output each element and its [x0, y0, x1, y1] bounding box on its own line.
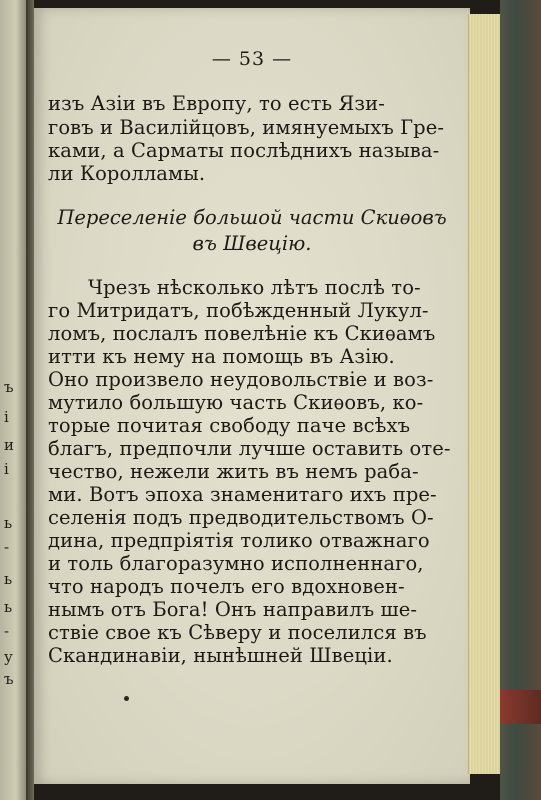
text-line: благъ, предпочли лучше оставить оте-	[48, 437, 451, 460]
text-line: Чрезъ нѣсколько лѣтъ послѣ то-	[88, 276, 421, 299]
left-page-fragment: ъ	[4, 670, 14, 688]
left-page-fragment: у	[4, 648, 13, 666]
text-line: нымъ отъ Бога! Онъ направилъ ше-	[48, 598, 418, 621]
text-line: мутило большую часть Скиѳовъ, ко-	[48, 391, 424, 414]
text-line: говъ и Василійцовъ, имянуемыхъ Гре-	[48, 116, 445, 139]
book-page	[34, 8, 470, 784]
section-heading: въ Швецію.	[192, 232, 312, 255]
left-page-fragment: ь	[4, 598, 13, 616]
text-line: ствіе свое къ Сѣверу и поселился въ	[48, 621, 427, 644]
text-line: ми. Вотъ эпоха знаменитаго ихъ пре-	[48, 483, 437, 506]
text-line: изъ Азіи въ Европу, то есть Язи-	[48, 92, 385, 115]
text-line: го Митридатъ, побѣжденный Лукул-	[48, 299, 429, 322]
text-line: итти къ нему на помощь въ Азію.	[48, 345, 395, 368]
left-page-fragment: -	[4, 538, 10, 556]
page-number: — 53 —	[211, 48, 293, 70]
text-line: Оно произвело неудовольствіе и воз-	[48, 368, 434, 391]
text-line: что народъ почелъ его вдохновен-	[48, 575, 405, 598]
left-page-fragment: і	[4, 460, 9, 478]
left-page-fragment: ь	[4, 514, 13, 532]
text-line: дина, предпріятія толико отважнаго	[48, 529, 430, 552]
text-line: ли Королламы.	[48, 162, 206, 185]
left-page-fragment: -	[4, 622, 10, 640]
cover-band	[500, 690, 541, 724]
text-line: чество, нежели жить въ немъ раба-	[48, 460, 419, 483]
text-line: ломъ, послалъ повелѣніе къ Скиѳамъ	[48, 322, 436, 345]
left-page-fragment: ъ	[4, 378, 14, 396]
text-line: селенія подъ предводительствомъ О-	[48, 506, 434, 529]
left-page-fragment: и	[4, 436, 14, 454]
text-line: ками, а Сарматы послѣднихъ называ-	[48, 139, 440, 162]
text-line: торые почитая свободу паче всѣхъ	[48, 414, 411, 437]
text-line: Скандинавіи, нынѣшней Швеціи.	[48, 644, 393, 667]
page-edges	[468, 14, 501, 774]
previous-page-edge	[0, 0, 26, 800]
ink-speck	[124, 696, 129, 701]
book-cover	[500, 0, 541, 800]
left-page-fragment: і	[4, 408, 9, 426]
section-heading: Переселеніе большой части Скиѳовъ	[57, 206, 447, 229]
text-line: и толь благоразумно исполненнаго,	[48, 552, 424, 575]
left-page-fragment: ь	[4, 570, 13, 588]
book-gutter	[26, 0, 34, 800]
